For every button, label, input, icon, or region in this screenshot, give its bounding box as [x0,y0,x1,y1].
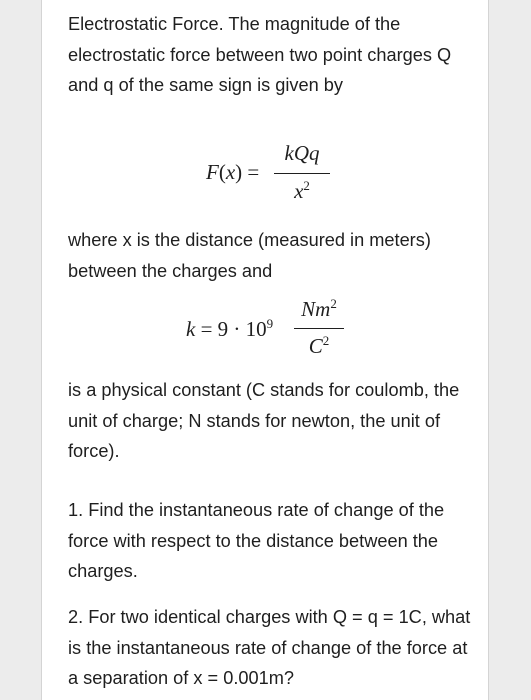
formula1-fraction-bar [274,173,330,174]
problem-card [41,0,489,700]
question-1: 1. Find the instantaneous rate of change of the force with respect to the distance between the charges. [68,500,445,581]
formula2-fraction-bar [294,328,344,329]
formula2-lhs: $k = 9 \cdot 10^9$ [186,316,274,341]
formula2-denominator: $C^2$ [308,333,330,358]
intro-paragraph: Electrostatic Force. The magnitude of the electrostatic force between two point charges Q and q of the same sign is given by [68,14,452,95]
formula1-numerator: kQq [284,141,320,165]
constant-paragraph: is a physical constant (C stands for coulomb, the unit of charge; N stands for newton, the unit of force). [68,380,460,461]
formula1-lhs: F(x) = [206,160,260,184]
formula2-numerator: Nm$^2$ [301,296,337,321]
formula1-denominator: $x^2$ [294,178,310,203]
where-paragraph: where x is the distance (measured in meters) between the charges and [68,230,431,281]
question-2: 2. For two identical charges with Q = q = 1C, what is the instantaneous rate of change of the force at a separation of x = 0.001m? [68,607,471,688]
